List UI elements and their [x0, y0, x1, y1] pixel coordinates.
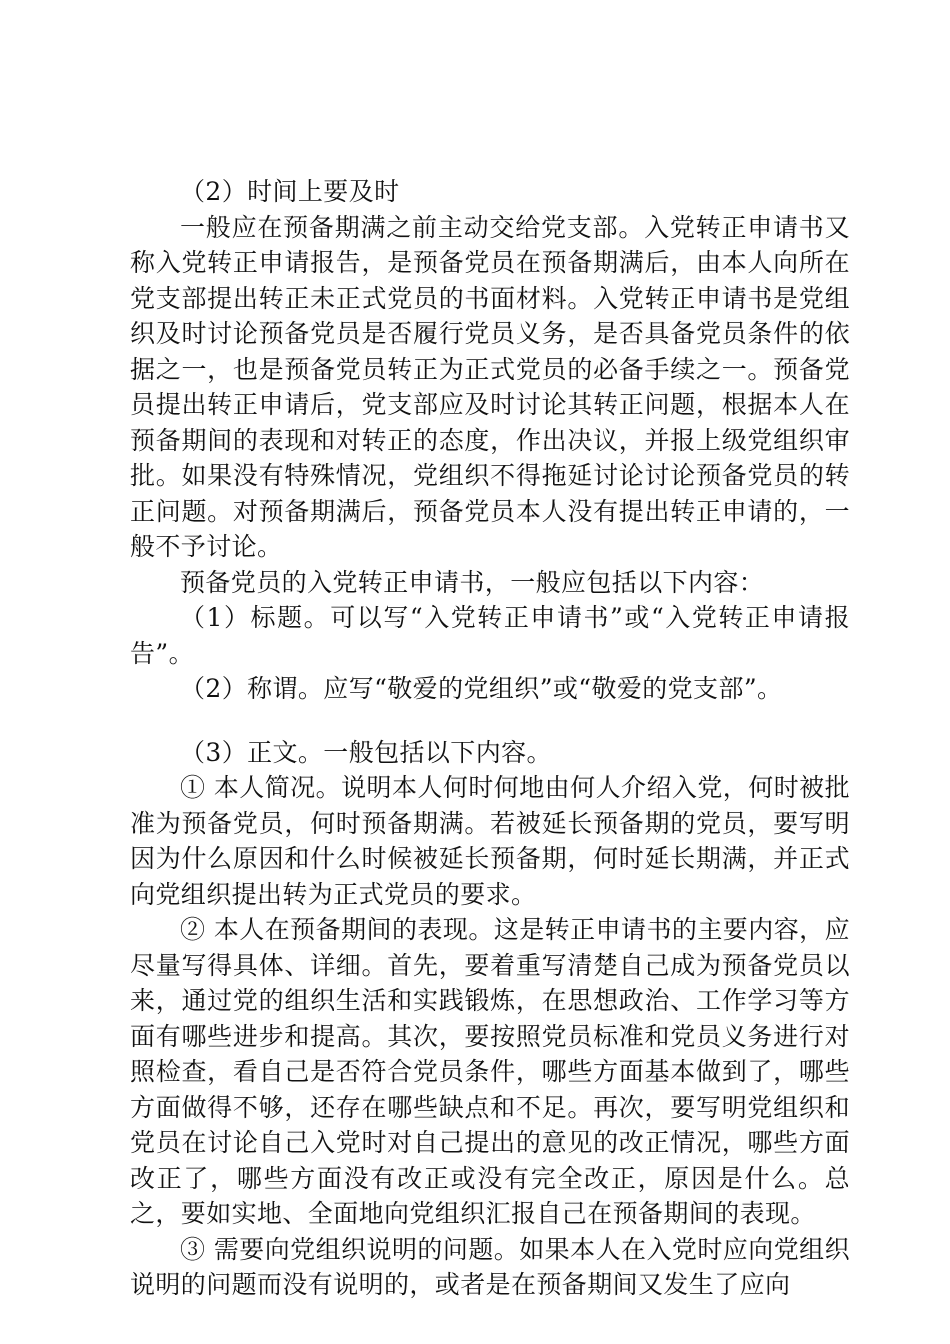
paragraph-contents-intro: 预备党员的入党转正申请书，一般应包括以下内容： [180, 567, 765, 597]
subitem-probation-performance: ② 本人在预备期间的表现。这是转正申请书的主要内容，应尽量写得具体、详细。首先，要着重写清楚自己成为预备党员以来，通过党的组织生活和实践锻炼，在思想政治、工作学习等方面有哪些进步和提高。其次，要按照党员标准和党员义务进行对照检查，看自己是否符合党员条件，哪些方面基本做到了，哪些方面做得不够，还存在哪些缺点和不足。再次，要写明党组织和党员在讨论自己入党时对自己提出的意见的改正情况，哪些方面改正了，哪些方面没有改正或没有完全改正，原因是什么。总之，要如实地、全面地向党组织汇报自己在预备期间的表现。 [130, 915, 850, 1228]
item-main-text: （3）正文。一般包括以下内容。 [180, 737, 552, 767]
subitem-personal-overview: ① 本人简况。说明本人何时何地由何人介绍入党，何时被批准为预备党员，何时预备期满。若被延长预备期的党员，要写明因为什么原因和什么时候被延长预备期，何时延长期满，并正式向党组织提出转为正式党员的要求。 [130, 773, 850, 909]
section-heading-timeliness: （2）时间上要及时 [180, 177, 400, 206]
paragraph-submission-timing: 一般应在预备期满之前主动交给党支部。入党转正申请书又称入党转正申请报告，是预备党员在预备期满后，由本人向所在党支部提出转正未正式党员的书面材料。入党转正申请书是党组织及时讨论预备党员是否履行党员义务，是否具备党员条件的依据之一，也是预备党员转正为正式党员的必备手续之一。预备党员提出转正申请后，党支部应及时讨论其转正问题，根据本人在预备期间的表现和对转正的态度，作出决议，并报上级党组织审批。如果没有特殊情况，党组织不得拖延讨论讨论预备党员的转正问题。对预备期满后，预备党员本人没有提出转正申请的，一般不予讨论。 [130, 212, 850, 561]
item-title: （1）标题。可以写“入党转正申请书”或“入党转正申请报告”。 [130, 603, 850, 668]
document-body [130, 174, 850, 1303]
item-salutation: （2）称谓。应写“敬爱的党组织”或“敬爱的党支部”。 [180, 674, 783, 703]
subitem-issues-to-explain: ③ 需要向党组织说明的问题。如果本人在入党时应向党组织说明的问题而没有说明的，或者是在预备期间又发生了应向 [130, 1234, 850, 1299]
